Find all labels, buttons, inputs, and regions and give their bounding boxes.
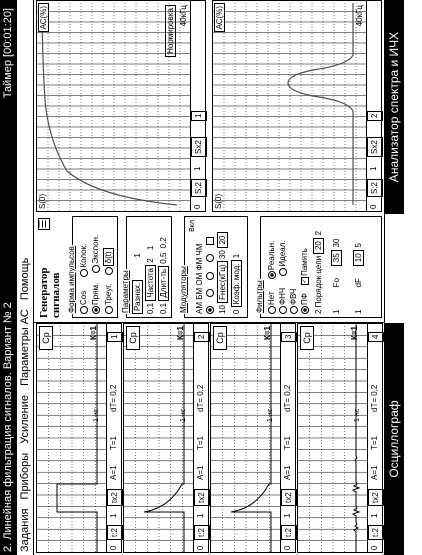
mod-fm-radio[interactable] [206,254,214,262]
scope-3-unit: 1 нс [267,408,274,422]
radio-tri-label: Треуг. [104,283,113,305]
scope-1-channel-num[interactable]: 1 [107,332,123,342]
mod-om-radio[interactable] [206,272,214,280]
scope-1-period: Т=1 [109,435,118,450]
scope-channel-1 [36,323,122,553]
order-row [313,231,324,314]
oscilloscope-label-bar [384,323,404,555]
generator-title-line2: сигналов [50,272,62,318]
normalize-button[interactable]: Нормировка [165,5,176,57]
fo-min: 1 [332,309,341,314]
spectrum-bottom-scale: 1 [369,166,378,171]
order-value[interactable]: 20 [313,238,324,254]
spectrum-top-scale: 1 [193,166,202,171]
oscilloscope-label: Осциллограф [387,400,401,478]
scope-2-zero: 0 [196,545,205,550]
df-value[interactable]: 10 [353,250,364,266]
spectrum-bottom-sdiv-button[interactable]: S:2 [367,179,383,197]
mod-on-label: Вкл [189,220,196,232]
param-dur-label[interactable]: Длит-ть [158,266,169,301]
scope-4-scale: 1 [370,513,379,518]
spectrum-bottom-smul-button[interactable]: Sx2 [367,137,383,157]
radio-tri[interactable] [105,306,113,314]
generator-title [38,268,62,318]
filter-none-radio[interactable] [268,306,276,314]
scope-4-controls [367,324,382,552]
param-freq-row [145,246,156,314]
menu-gain[interactable]: Усиление [19,394,31,444]
mod-enable-checkbox[interactable] [206,237,214,245]
scope-2-tdiv-button[interactable]: t:2 [194,525,210,540]
filter-ideal-radio[interactable] [279,268,287,276]
scope-3-amp: А=1 [283,465,292,480]
spectrum-top-trace [42,3,177,205]
scope-2-cp-button[interactable]: Cp [126,326,140,350]
order-min: 2 [314,309,323,314]
param-dur-max: 0,2 [159,237,168,249]
scope-2-controls [193,324,208,552]
scope-4-dt: dT= 0,2 [370,384,379,412]
spectrum-top-freq: 40кГц [179,5,188,27]
filter-row-4 [300,248,309,314]
mod-am-radio[interactable] [206,306,214,314]
scope-4-period: Т=1 [370,435,379,450]
radio-bell[interactable] [80,269,88,277]
radio-cos[interactable] [80,306,88,314]
menu-devices[interactable]: Приборы [19,452,31,500]
scope-1-scale: 1 [109,513,118,518]
coef-value: 1 [232,253,241,259]
filter-bpf-radio[interactable] [301,306,309,314]
param-scatter-label: Разнах. [132,280,143,314]
spectrum-bottom-screen [213,1,367,211]
fo-label: Fo [332,277,341,288]
spectrum-top-controls [190,1,205,211]
menu-bar [17,0,34,555]
generator-title-line1: Генератор [38,267,50,318]
scope-1-controls [106,324,121,552]
param-scatter-row [132,253,143,314]
pulse-form-caption: Форма импульсов [67,246,76,313]
generator-bottom-bar [384,214,405,323]
coef-label[interactable]: Коэф. мод. [231,260,242,307]
scope-2-k: К=1 [176,326,185,341]
analyzer-label-bar [384,0,404,214]
filter-real-label: Реальн. [267,240,276,271]
filter-lpf-radio[interactable] [279,306,287,314]
menu-tasks[interactable]: Задания [19,508,31,552]
analyzer-label: Анализатор спектра и ИЧХ [387,31,401,183]
scope-1-cp-button[interactable]: Cp [39,326,53,350]
scope-1-screen [37,324,107,552]
scope-4-cp-button[interactable]: Cp [300,326,314,350]
param-scatter-value: 1 [133,253,142,258]
carrier-value: 30 [218,250,227,260]
carrier-row [217,232,228,314]
scope-3-tmul-button[interactable]: tx2 [281,489,297,506]
scope-2-channel-num[interactable]: 2 [194,332,210,342]
filter-row-2 [278,240,287,314]
param-dur-value: 0,5 [159,252,168,264]
scope-3-period: Т=1 [283,435,292,450]
df-row [353,243,364,314]
spectrum-bottom-s0: S(0) [214,193,223,209]
scope-3-screen [211,324,281,552]
mod-am[interactable]: АМ [195,302,204,314]
scope-4-unit: 1 нс [354,408,361,422]
mod-bm[interactable]: БМ [195,287,204,300]
scope-3-dt: dT= 0,2 [283,384,292,412]
spectrum-top-smul-button[interactable]: Sx2 [191,137,207,157]
coef-row [231,254,242,314]
timer-display: Таймер [00:01:20] [2,8,14,99]
scope-1-tdiv-button[interactable]: t:2 [107,525,123,540]
order-label: Порядок цепи [314,255,323,308]
scope-3-tdiv-button[interactable]: t:2 [281,525,297,540]
scope-4-screen [298,324,368,552]
radio-bell-label: Колок. [79,243,88,268]
filters-caption: Фильтры [255,280,264,313]
scope-3-cp-button[interactable]: Cp [213,326,227,350]
params-caption: Параметры [121,270,130,313]
menu-as-params[interactable]: Параметры АС [19,309,31,386]
filter-lpf-label: ФНЧ [278,287,287,305]
scope-2-screen [124,324,194,552]
mod-radios-row [205,236,214,314]
scope-channel-4 [297,323,383,553]
fo-value[interactable]: 35 [331,250,342,266]
filter-row-3 [289,289,298,314]
scope-2-period: Т=1 [196,435,205,450]
filter-memory-checkbox[interactable]: ✓ [301,278,308,284]
df-max: 5 [354,243,363,248]
scope-4-channel-num[interactable]: 4 [368,332,384,342]
scope-3-controls [280,324,295,552]
scope-4-tdiv-button[interactable]: t:2 [368,525,384,540]
spectrum-bottom-trace [288,3,353,205]
pulse-row-3 [103,248,114,314]
radio-cos-label: Cos [79,290,88,305]
modulators-group [179,216,248,318]
df-label: dF [354,277,363,288]
scope-2-unit: 1 нс [180,408,187,422]
spectrum-top-header[interactable]: АС(%) [38,3,49,32]
scope-channel-3 [210,323,296,553]
spectrum-bottom-zero: 0 [369,204,378,209]
mod-types-row [195,244,204,315]
generator-menu-icon[interactable]: ☰ [38,219,49,229]
radio-exp-label: Экспон. [91,234,100,264]
radio-rect-label: Прям. [91,282,100,305]
analyzer-panel [34,0,384,214]
param-freq-max: 1 [146,245,155,251]
scope-1-k: К=1 [89,326,98,341]
pulse-row-1 [79,244,88,314]
scope-2-dt: dT= 0,2 [196,384,205,412]
carrier-min: 10 [218,305,227,314]
scope-3-k: К=1 [263,326,272,341]
filters-group [255,216,382,318]
radio-exp[interactable] [92,265,100,273]
spectrum-bottom-header[interactable]: АС(%) [214,3,225,32]
param-dur-row [158,237,169,314]
mod-om[interactable]: ОМ [195,272,204,286]
params-group [121,216,172,318]
spectrum-bottom-channel[interactable]: 2 [367,111,383,121]
menu-help[interactable]: Помощь [19,257,31,301]
mod-fm[interactable]: ФМ [195,257,204,271]
filter-bpf-label: ПФ [300,293,309,305]
scope-3-channel-num[interactable]: 3 [281,332,297,342]
radio-delta[interactable] [105,267,113,275]
mod-bm-radio[interactable] [206,289,214,297]
spectrum-bottom-freq: 40кГц [355,5,364,27]
scope-3-scale: 1 [283,513,292,518]
oscilloscope-panel [34,323,384,555]
filter-ideal-label: Идеал. [278,240,287,267]
spectrum-top [36,0,206,212]
scope-1-tmul-button[interactable]: tx2 [107,489,123,506]
mod-chm[interactable]: ЧМ [195,243,204,256]
param-freq-value: 2 [146,258,155,263]
radio-delta-label: δ(t) [103,248,114,266]
scope-4-k: К=1 [350,326,359,341]
pulse-row-2 [91,235,100,314]
filter-row-1 [267,241,276,314]
scope-2-tmul-button[interactable]: tx2 [194,489,210,506]
generator-panel [34,213,384,323]
pulse-form-group [67,216,118,318]
scope-channel-2 [123,323,209,553]
scope-1-unit: 1 нс [93,408,100,422]
param-freq-label[interactable]: Частота [145,265,156,301]
spectrum-top-zero: 0 [193,204,202,209]
df-min: 1 [354,309,363,314]
scope-2-amp: А=1 [196,465,205,480]
title-bar [0,0,17,555]
filter-hpf-label: ФВЧ [289,288,298,305]
param-dur-min: 0,1 [159,302,168,314]
filter-none-label: Нет [267,291,276,305]
carrier-max: 20 [217,232,228,248]
scope-1-amp: А=1 [109,465,118,480]
scope-1-zero: 0 [109,545,118,550]
scope-4-tmul-button[interactable]: tx2 [368,489,384,506]
carrier-label[interactable]: Fнес(кГц) [217,261,228,303]
scope-4-amp: А=1 [370,465,379,480]
radio-rect[interactable] [92,306,100,314]
window-title: 2. Линейная фильтрация сигналов. Вариант № 2 [2,302,14,552]
filter-hpf-radio[interactable] [290,306,298,314]
modulators-caption: Модуляторы [179,266,188,313]
filter-memory-label: Память [300,248,309,276]
scope-1-dt: dT= 0,2 [109,384,118,412]
fo-row [331,239,342,314]
spectrum-bottom [212,0,382,212]
param-freq-min: 0,1 [146,302,155,314]
fo-max: 30 [332,238,341,248]
filter-real-radio[interactable] [268,271,276,279]
coef-min: 0 [232,309,241,314]
scope-3-zero: 0 [283,545,292,550]
spectrum-top-s0: S(0) [38,193,47,209]
scope-4-zero: 0 [370,545,379,550]
scope-2-scale: 1 [196,513,205,518]
order-max: 2 [314,230,323,236]
spectrum-bottom-controls [366,1,381,211]
spectrum-top-sdiv-button[interactable]: S:2 [191,179,207,197]
spectrum-top-channel[interactable]: 1 [191,111,207,121]
